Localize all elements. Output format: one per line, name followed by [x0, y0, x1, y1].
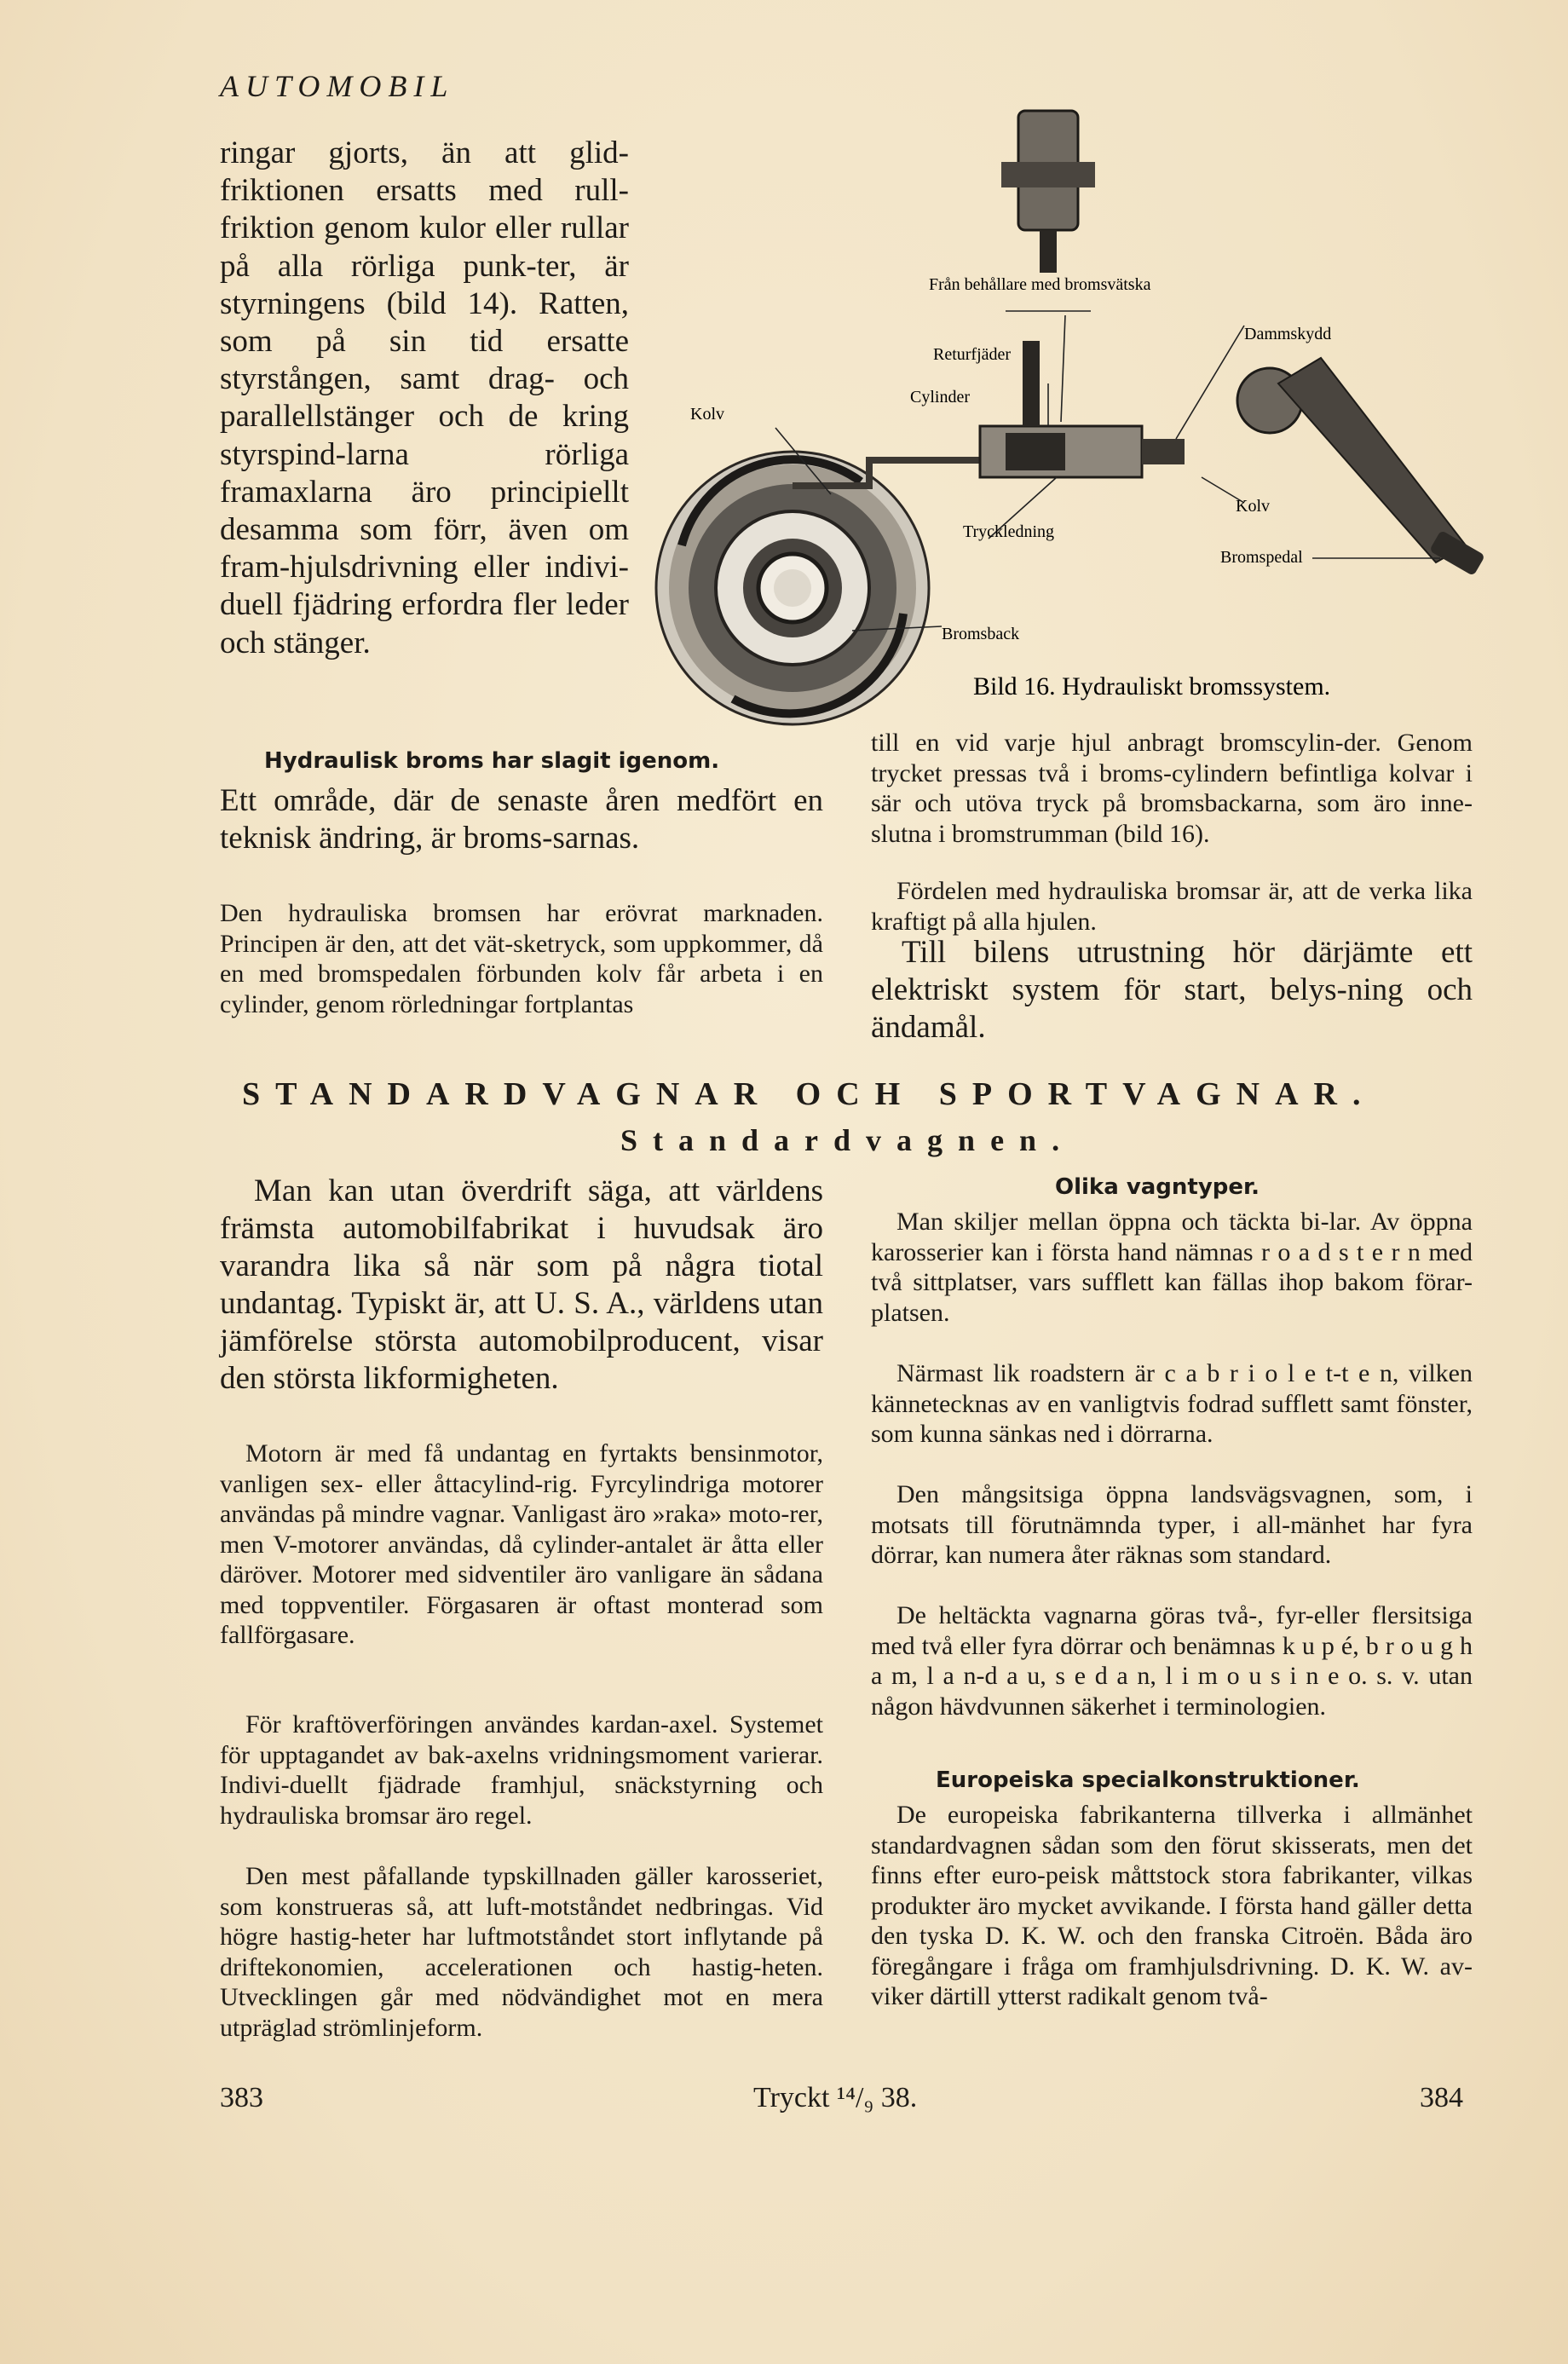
brake-pedal-illustration — [1237, 358, 1485, 576]
hydraulic-intro: Ett område, där de senaste åren medfört en teknisk ändring, är broms-sarnas. — [220, 783, 823, 856]
left-paragraph-4: Den mest påfallande typskillnaden gäller karosseriet, som konstrueras så, att luft-motståndet nedbringas. Vid högre hastig-heter har luftmotståndet stort inflytande på driftekonomien, accelerationen och hastig-heten. Utvecklingen går med nödvändighet mot en mera utpräglad strömlinjeform. — [220, 1862, 823, 2042]
right-paragraph-5: De europeiska fabrikanterna tillverka i allmänhet standardvagnen sådan som den förut skisserats, men det finns efter euro-peisk måttstock stora fabrikanter, vilkas produkter äro mycket avvikande. I första hand gäller detta den tyska D. K. W. och den franska Citroën. Båda äro föregångare i fråga om framhjulsdrivning. D. K. W. av-viker därtill ytterst radikalt genom två- — [871, 1801, 1473, 2010]
section-heading: STANDARDVAGNAR OCH SPORTVAGNAR. — [242, 1076, 1376, 1112]
intro-paragraph: ringar gjorts, än att glid-friktionen ersatts med rull-friktion genom kulor eller rullar på alla rörliga punk-ter, är styrningens (bild 14). Ratten, som på sin tid ersatte styrstången, samt drag- och parallellstänger och de kring styrspind-larna rörliga framaxlarna äro principiellt desamma som förr, även om fram-hjulsdrivning eller indivi-duell fjädring erfordra fler leder och stänger. — [220, 135, 629, 660]
label-dust-cover: Dammskydd — [1244, 325, 1332, 343]
print-date: Tryckt ¹⁴/₉ 38. — [753, 2082, 918, 2113]
right-paragraph-2: Närmast lik roadstern är c a b r i o l e t-t e n, vilken kännetecknas av en vanligtvis fodrad sufflett samt fönster, som kunna sänkas ned i dörrarna. — [871, 1359, 1473, 1448]
label-brake-shoe: Bromsback — [942, 625, 1020, 643]
label-cylinder: Cylinder — [910, 388, 970, 406]
section-subheading: Standardvagnen. — [620, 1123, 1075, 1157]
page-number-left: 383 — [220, 2082, 263, 2113]
right-paragraph-1: Man skiljer mellan öppna och täckta bi-lar. Av öppna karosserier kan i första hand nämnas r o a d s t e r n med två sittplatser, vars sufflett kan fällas ihop bakom förar-platsen. — [871, 1208, 1473, 1327]
right-paragraph-3: Den mångsitsiga öppna landsvägsvagnen, som, i motsats till förutnämnda typer, i all-mänhet har fyra dörrar, kan numera åter räknas som standard. — [871, 1480, 1473, 1569]
running-header: AUTOMOBIL — [220, 69, 455, 103]
label-return-spring: Returfjäder — [933, 345, 1012, 364]
hydraulic-advantage: Fördelen med hydrauliska bromsar är, att de verka lika kraftigt på alla hjulen. — [871, 877, 1473, 936]
left-paragraph-3: För kraftöverföringen användes kardan-axel. Systemet för upptagandet av bak-axelns vridningsmoment varierar. Indivi-duellt fjädrade framhjul, snäckstyrning och hydrauliska bromsar äro regel. — [220, 1710, 823, 1830]
right-paragraph-4: De heltäckta vagnarna göras två-, fyr-eller flersitsiga med två eller fyra dörrar och benämnas k u p é, b r o u g h a m, l a n-d a u, s e d a n, l i m o u s i n e o. s. v. utan någon hävdvunnen säkerhet i terminologien. — [871, 1601, 1473, 1721]
brake-drum-illustration — [656, 452, 929, 724]
label-pressure-line: Tryckledning — [963, 522, 1055, 541]
hydraulic-body: Den hydrauliska bromsen har erövrat marknaden. Principen är den, att det vät-sketryck, som uppkommer, då en med bromspedalen förbunden kolv får arbeta i en cylinder, genom rörledningar fortplantas — [220, 899, 823, 1018]
left-paragraph-1: Man kan utan överdrift säga, att världens främsta automobilfabrikat i huvudsak äro varandra lika så när som på några tiotal undantag. Typiskt är, att U. S. A., världens utan jämförelse största automobilproducent, visar den största likformigheten. — [220, 1173, 823, 1396]
european-heading: Europeiska specialkonstruktioner. — [936, 1767, 1360, 1793]
label-from-container: Från behållare med bromsvätska — [929, 275, 1151, 294]
vehicle-types-heading: Olika vagntyper. — [1055, 1174, 1260, 1200]
hydraulic-continued: till en vid varje hjul anbragt bromscylin-der. Genom trycket pressas två i broms-cylindern befintliga kolvar i sär och utöva tryck på bromsbackarna, som äro inne-slutna i bromstrumman (bild 16). — [871, 729, 1473, 848]
hydraulic-equipment: Till bilens utrustning hör därjämte ett elektriskt system för start, belys-ning och ändamål. — [871, 935, 1473, 1045]
brake-system-figure — [648, 102, 1500, 733]
hydraulic-heading: Hydraulisk broms har slagit igenom. — [264, 748, 720, 774]
page-number-right: 384 — [1420, 2082, 1463, 2113]
label-brake-pedal: Bromspedal — [1220, 548, 1303, 567]
reservoir-illustration — [1001, 111, 1095, 273]
label-piston-right: Kolv — [1236, 497, 1270, 516]
left-paragraph-2: Motorn är med få undantag en fyrtakts bensinmotor, vanligen sex- eller åttacylind-rig. Fyrcylindriga motorer användas på mindre vagnar. Vanligast äro »raka» moto-rer, men V-motorer användas, då cylinder-antalet är åtta eller däröver. Motorer med sidventiler äro vanligare än sådana med toppventiler. Förgasaren är oftast monterad som fallförgasare. — [220, 1439, 823, 1649]
label-piston-left: Kolv — [690, 405, 724, 424]
figure-caption: Bild 16. Hydrauliskt bromssystem. — [973, 672, 1331, 701]
